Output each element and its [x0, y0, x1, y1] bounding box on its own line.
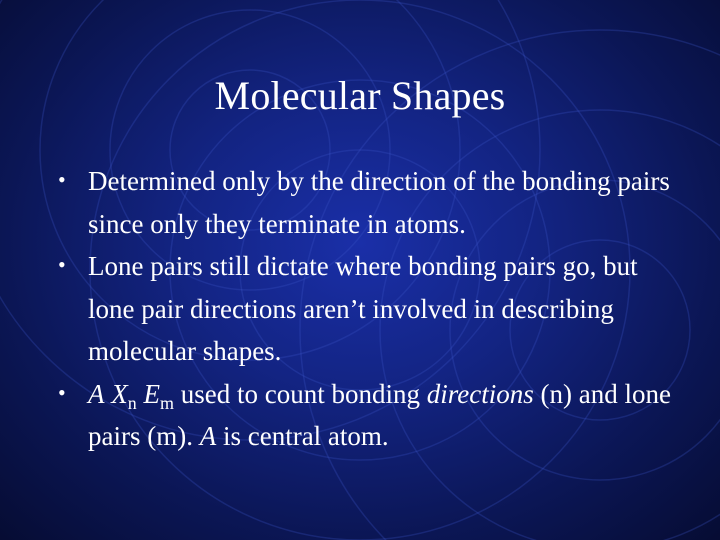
bullet-item	[58, 245, 688, 373]
bullet-text-part: is central atom.	[216, 421, 389, 451]
central-atom-symbol: A	[199, 421, 217, 451]
bullet-text-part: used to count bonding	[174, 378, 427, 409]
bullet-item	[58, 160, 688, 245]
slide-title: Molecular Shapes	[214, 73, 506, 118]
directions-word: directions	[426, 378, 534, 409]
bullet-dot-icon: •	[58, 252, 66, 277]
bullet-item	[58, 373, 688, 458]
formula-m-subscript: m	[160, 392, 175, 413]
formula-a: A	[88, 378, 105, 409]
formula-n-subscript: n	[127, 392, 137, 413]
bullet-list	[58, 160, 688, 458]
bullet-text-part: (n) and lone pairs (m).	[88, 378, 671, 451]
bullet-dot-icon: •	[58, 379, 66, 405]
bullet-text	[88, 379, 671, 452]
formula-x: X	[111, 378, 128, 409]
bullet-text: Lone pairs still dictate where bonding pairs go, but lone pair directions aren’t involved in describing molecular shapes.	[88, 251, 638, 366]
bullet-dot-icon: •	[58, 167, 66, 192]
formula-e: E	[143, 378, 160, 409]
bullet-text: Determined only by the direction of the bonding pairs since only they terminate in atoms.	[88, 166, 670, 239]
